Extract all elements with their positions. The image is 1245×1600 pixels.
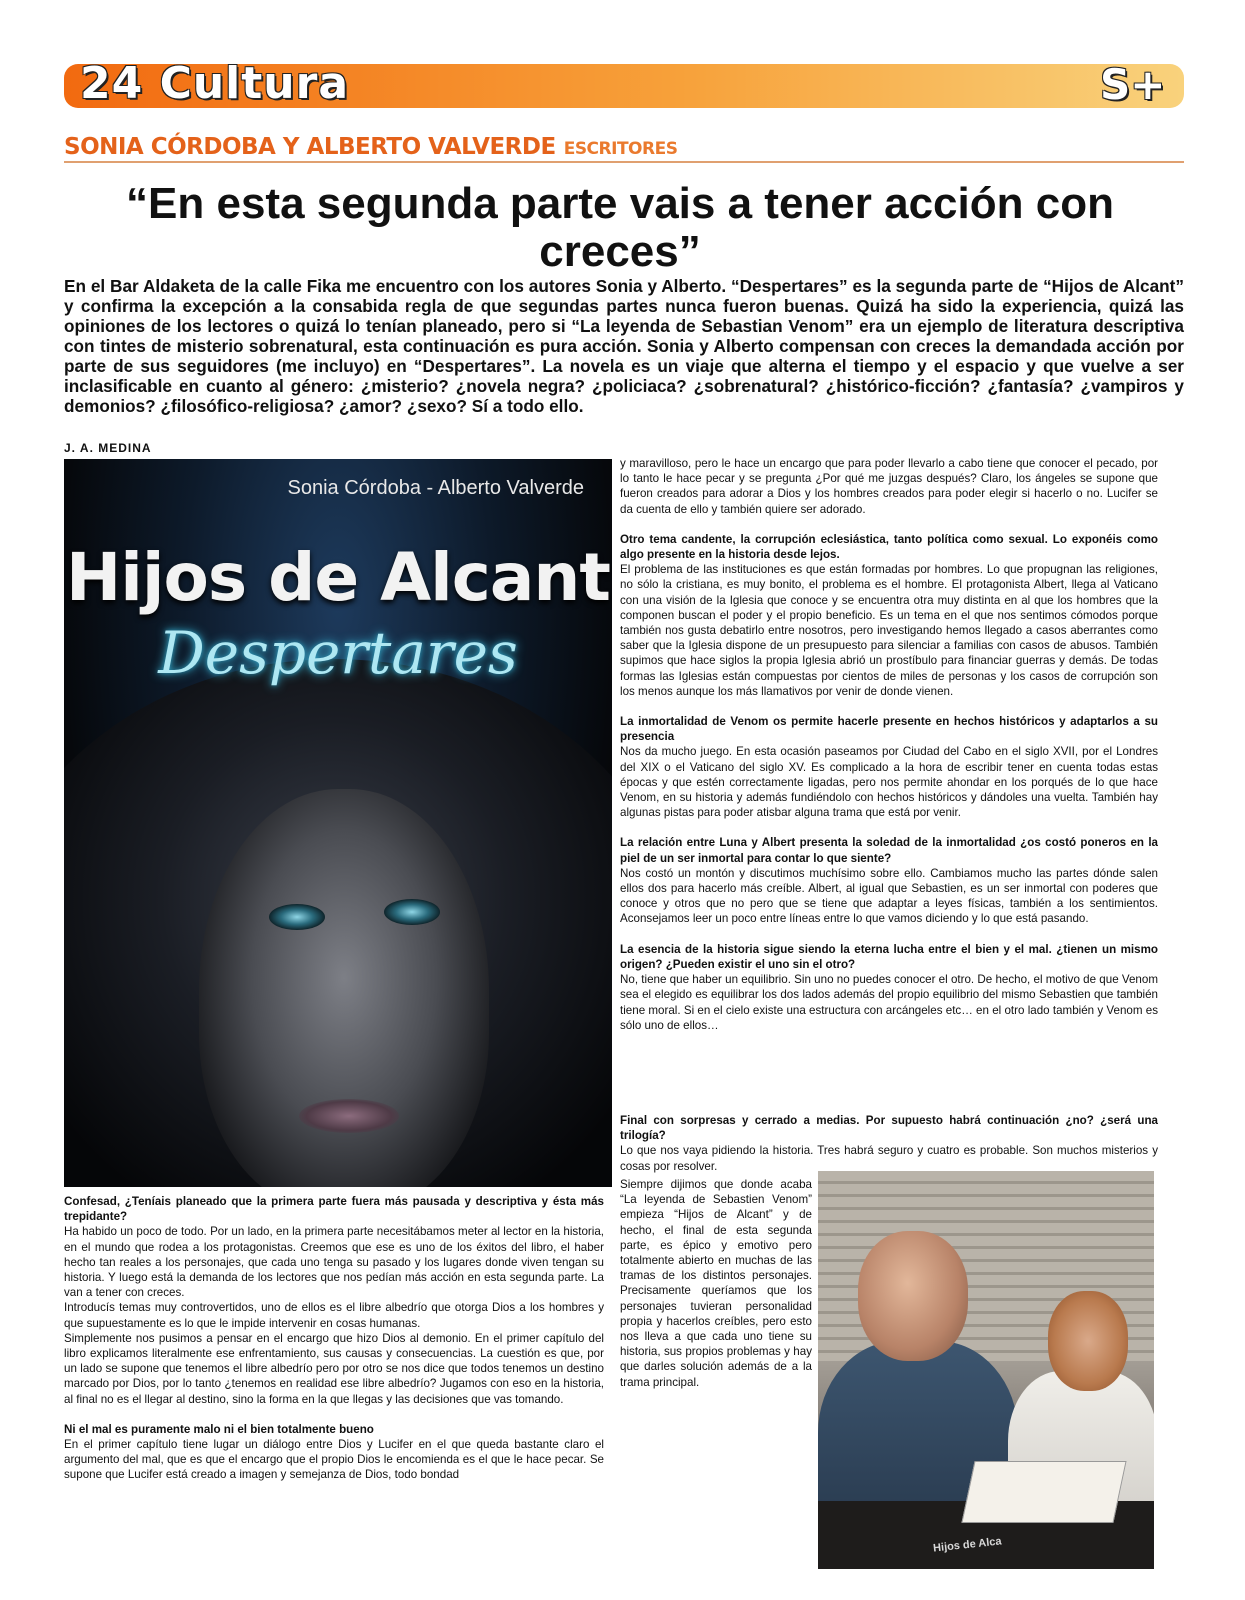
headline: “En esta segunda parte vais a tener acción con creces”: [126, 179, 1114, 276]
photo-woman-head: [1048, 1291, 1128, 1391]
spacer: [620, 699, 1158, 714]
wrapped-answer: Siempre dijimos que donde acaba “La leyenda de Sebastien Venom” empieza “Hijos de Alcant” y de hecho, el final de esta segunda parte, es épico y emotivo pero totalmente abierto en muchas de las tramas de los distintos personajes. Precisamente queríamos que los personajes tuvieran personalidad propia y hacerlos creíbles, pero esto nos lleva a que cada uno tiene su historia, sus propios problemas y hay que darles solución además de a la trama principal.: [620, 1178, 812, 1389]
question: La relación entre Luna y Albert presenta la soledad de la inmortalidad ¿os costó poneros en la piel de un ser inmortal para contar lo que siente?: [620, 836, 1158, 865]
question: Ni el mal es puramente malo ni el bien totalmente bueno: [64, 1422, 374, 1436]
right-column: [620, 456, 1158, 1033]
answer: y maravilloso, pero le hace un encargo que para poder llevarlo a cabo tiene que conocer el pecado, por lo tanto le hace pecar y se pregunta ¿Por qué me juzgas después? Claro, los ángeles se supone que fueron creados para adorar a Dios y los hombres creados para poder elegir si hacerlo o no. Lucifer se da cuenta de ello y también quiere ser adorado.: [620, 457, 1158, 516]
answer: Nos da mucho juego. En esta ocasión paseamos por Ciudad del Cabo en el siglo XVII, por el Londres del XIX o el Vaticano del siglo XV. Es complicado a la hora de escribir tener en cuenta todas estas épocas y que estén correctamente ligadas, pero nos permite ahondar en los porqués de lo que hace Venom, en su historia y además fundiéndolo con hechos históricos y dándoles una vuelta. También hay algunas pistas para poder atisbar alguna trama que está por venir.: [620, 745, 1158, 820]
cover-eye-right: [384, 899, 440, 925]
cover-eye-left: [269, 904, 325, 930]
answer: Nos costó un montón y discutimos muchísimo sobre ello. Cambiamos mucho las partes dónde salen ellos dos para hacerlo más creíble. Albert, al igual que Sebastien, es un ser inmortal con poderes que conoce y otros que no pero que se tiene que adaptar a leyes físicas, también a los sentimientos. Aconsejamos leer un poco entre líneas entre lo que vamos diciendo y lo que está pasando.: [620, 866, 1158, 926]
answer: En el primer capítulo tiene lugar un diálogo entre Dios y Lucifer en el que queda bastante claro el argumento del mal, que es que el encargo que el propio Dios le encomienda es el que le hace pecar. Se supone que Lucifer está creado a imagen y semejanza de Dios, todo bondad: [64, 1438, 604, 1482]
kicker-divider: [64, 161, 1184, 163]
photo-open-book: [961, 1461, 1126, 1523]
photo-book-label: Hijos de Alca: [932, 1535, 1003, 1555]
byline: J. A. MEDINA: [64, 441, 152, 455]
answer: Ha habido un poco de todo. Por un lado, en la primera parte necesitábamos meter al lector en la historia, en el mundo que rodea a los protagonistas. Creemos que ese es uno de los éxitos del libro, el haber hecho tan reales a los personajes, que cada uno tenga su pasado y los lugares donde viven tengan su historia. Y luego está la demanda de los lectores que nos pedían más acción en esta segunda parte. La van a tener con creces.: [64, 1225, 604, 1300]
answer: Lo que nos vaya pidiendo la historia. Tres habrá seguro y cuatro es probable. Son muchos misterios y cosas por resolver.: [620, 1144, 1158, 1173]
cover-authors: Sonia Córdoba - Alberto Valverde: [287, 477, 584, 499]
cover-lips: [299, 1099, 399, 1133]
kicker: [64, 134, 677, 160]
spacer: [620, 927, 1158, 942]
brand-logo: S+: [1100, 60, 1166, 109]
answer: Introducís temas muy controvertidos, uno de ellos es el libre albedrío que otorga Dios a los hombres y que supuestamente es lo que le impide intervenir en cosas humanas.: [64, 1301, 604, 1330]
book-cover-image: [64, 459, 612, 1187]
photo-man-head: [858, 1231, 968, 1361]
cover-subtitle: Despertares: [158, 619, 518, 687]
question: Final con sorpresas y cerrado a medias. Por supuesto habrá continuación ¿no? ¿será una trilogía?: [620, 1114, 1158, 1143]
answer: Simplemente nos pusimos a pensar en el encargo que hizo Dios al demonio. En el primer capítulo del libro explicamos literalmente ese enfrentamiento, sus causas y consecuencias. La cuestión es que, por un lado se supone que tenemos el libre albedrío pero por otro se nos dice que todos tenemos un destino marcado por Dios, por lo tanto ¿tenemos en realidad ese libre albedrío? Jugamos con eso en la historia, al final no es el llegar al destino, sino la forma en la que llegas y las decisiones que vas tomando.: [64, 1331, 604, 1406]
kicker-role: ESCRITORES: [563, 139, 678, 159]
spacer: [64, 1407, 604, 1422]
right-column-final: [620, 1113, 1158, 1174]
authors-photo: [818, 1171, 1154, 1569]
spacer: [620, 517, 1158, 532]
answer: No, tiene que haber un equilibrio. Sin uno no puedes conocer el otro. De hecho, el motivo de que Venom sea el elegido es equilibrar los dos lados además del propio equilibrio del mismo Sebastien que también tiene moral. Si en el cielo existe una estructura con arcángeles etc… en el otro lado también y Venom es sólo uno de ellos…: [620, 973, 1158, 1032]
question: La inmortalidad de Venom os permite hacerle presente en hechos históricos y adaptarlos a su presencia: [620, 715, 1158, 744]
page-number: 24: [80, 58, 144, 109]
question: Confesad, ¿Teníais planeado que la primera parte fuera más pausada y descriptiva y ésta más trepidante?: [64, 1195, 604, 1224]
page-section-title: [80, 58, 349, 109]
answer: El problema de las instituciones es que están formadas por hombres. Lo que propugnan las religiones, no sólo la cristiana, es muy bonito, el problema es el hombre. El protagonista Albert, llega al Vaticano con una visión de la Iglesia que conoce y se encuentra otra muy distinta en al que los hombres que la componen buscan el poder y el propio beneficio. Es un tema en el que nos sentimos cómodos porque también nos gusta debatirlo entre nosotros, pero investigando hemos llegado a casos aberrantes como saber que la Iglesia dispone de un presupuesto para silenciar a familias con casos de abusos. También supimos que hace siglos la propia Iglesia abrió un prostíbulo para financiar guerras y demás. De todas formas las Iglesias están compuestas por cientos de miles de personas y los casos de corrupción son los menos aunque los más llamativos por venir de donde vienen.: [620, 563, 1158, 698]
left-column: [64, 1194, 604, 1483]
question: La esencia de la historia sigue siendo la eterna lucha entre el bien y el mal. ¿tienen un mismo origen? ¿Pueden existir el uno sin el otro?: [620, 942, 1158, 971]
kicker-names: SONIA CÓRDOBA Y ALBERTO VALVERDE: [64, 134, 556, 160]
cover-title: Hijos de Alcant: [66, 539, 610, 616]
lead-paragraph: En el Bar Aldaketa de la calle Fika me encuentro con los autores Sonia y Alberto. “Despertares” es la segunda parte de “Hijos de Alcant” y confirma la excepción a la consabida regla de que segundas partes nunca fueron buenas. Quizá ha sido la experiencia, quizá las opiniones de los lectores o quizá lo tenían planeado, pero si “La leyenda de Sebastian Venom” era un ejemplo de literatura descriptiva con tintes de misterio sobrenatural, esta continuación es pura acción. Sonia y Alberto compensan con creces la demandada acción por parte de sus seguidores (me incluyo) en “Despertares”. La novela es un viaje que alterna el tiempo y el espacio y que vuelve a ser inclasificable en cuanto al género: ¿misterio? ¿novela negra? ¿policiaca? ¿sobrenatural? ¿histórico-ficción? ¿fantasía? ¿vampiros y demonios? ¿filosófico-religiosa? ¿amor? ¿sexo? Sí a todo ello.: [64, 276, 1184, 416]
question: Otro tema candente, la corrupción eclesiástica, tanto política como sexual. Lo exponéis como algo presente en la historia desde lejos.: [620, 532, 1158, 562]
spacer: [620, 820, 1158, 835]
section-name: Cultura: [159, 58, 350, 109]
